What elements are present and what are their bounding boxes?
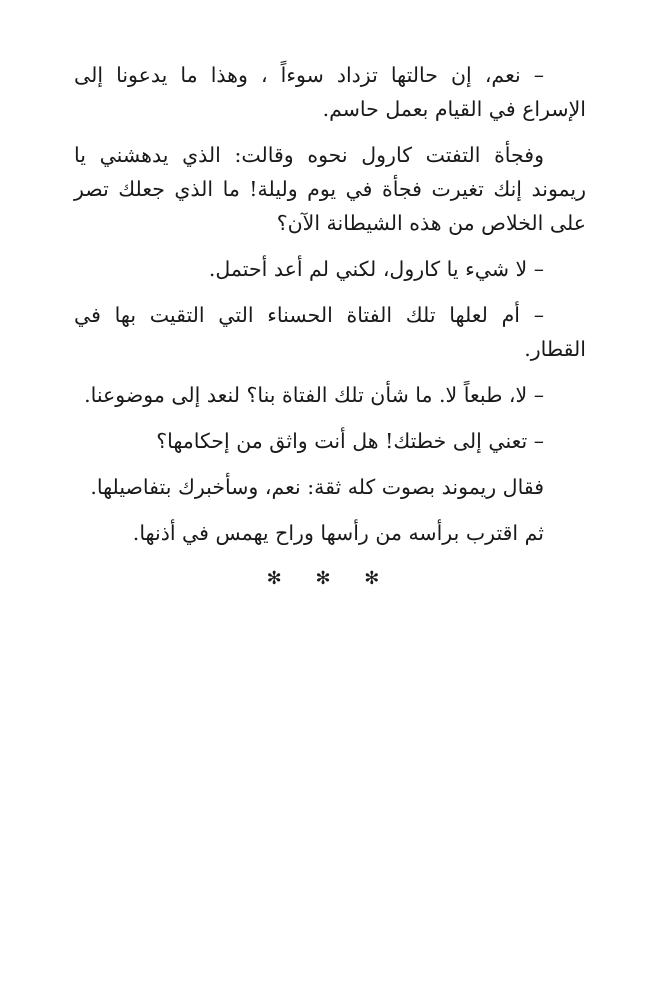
paragraph-6: – تعني إلى خطتك! هل أنت واثق من إحكامها؟ (156, 429, 544, 453)
paragraph-3: – لا شيء يا كارول، لكني لم أعد أحتمل. (208, 257, 544, 281)
book-page (74, 58, 586, 596)
paragraph-2: وفجأة التفتت كارول نحوه وقالت: الذي يدهشني يا ريموند إنك تغيرت فجأة في يوم وليلة! ما الذي جعلك تصر على الخلاص من هذه الشيطانة الآن؟ (74, 143, 586, 235)
paragraph-5: – لا، طبعاً لا. ما شأن تلك الفتاة بنا؟ لنعد إلى موضوعنا. (84, 383, 544, 407)
section-separator: ✻ ✻ ✻ (266, 568, 394, 589)
paragraph-8: ثم اقترب برأسه من رأسها وراح يهمس في أذنها. (132, 521, 544, 545)
paragraph-1: – نعم، إن حالتها تزداد سوءاً ، وهذا ما يدعونا إلى الإسراع في القيام بعمل حاسم. (74, 63, 586, 121)
paragraph-7: فقال ريموند بصوت كله ثقة: نعم، وسأخبرك بتفاصيلها. (90, 475, 544, 499)
paragraph-4: – أم لعلها تلك الفتاة الحسناء التي التقيت بها في القطار. (74, 303, 586, 361)
